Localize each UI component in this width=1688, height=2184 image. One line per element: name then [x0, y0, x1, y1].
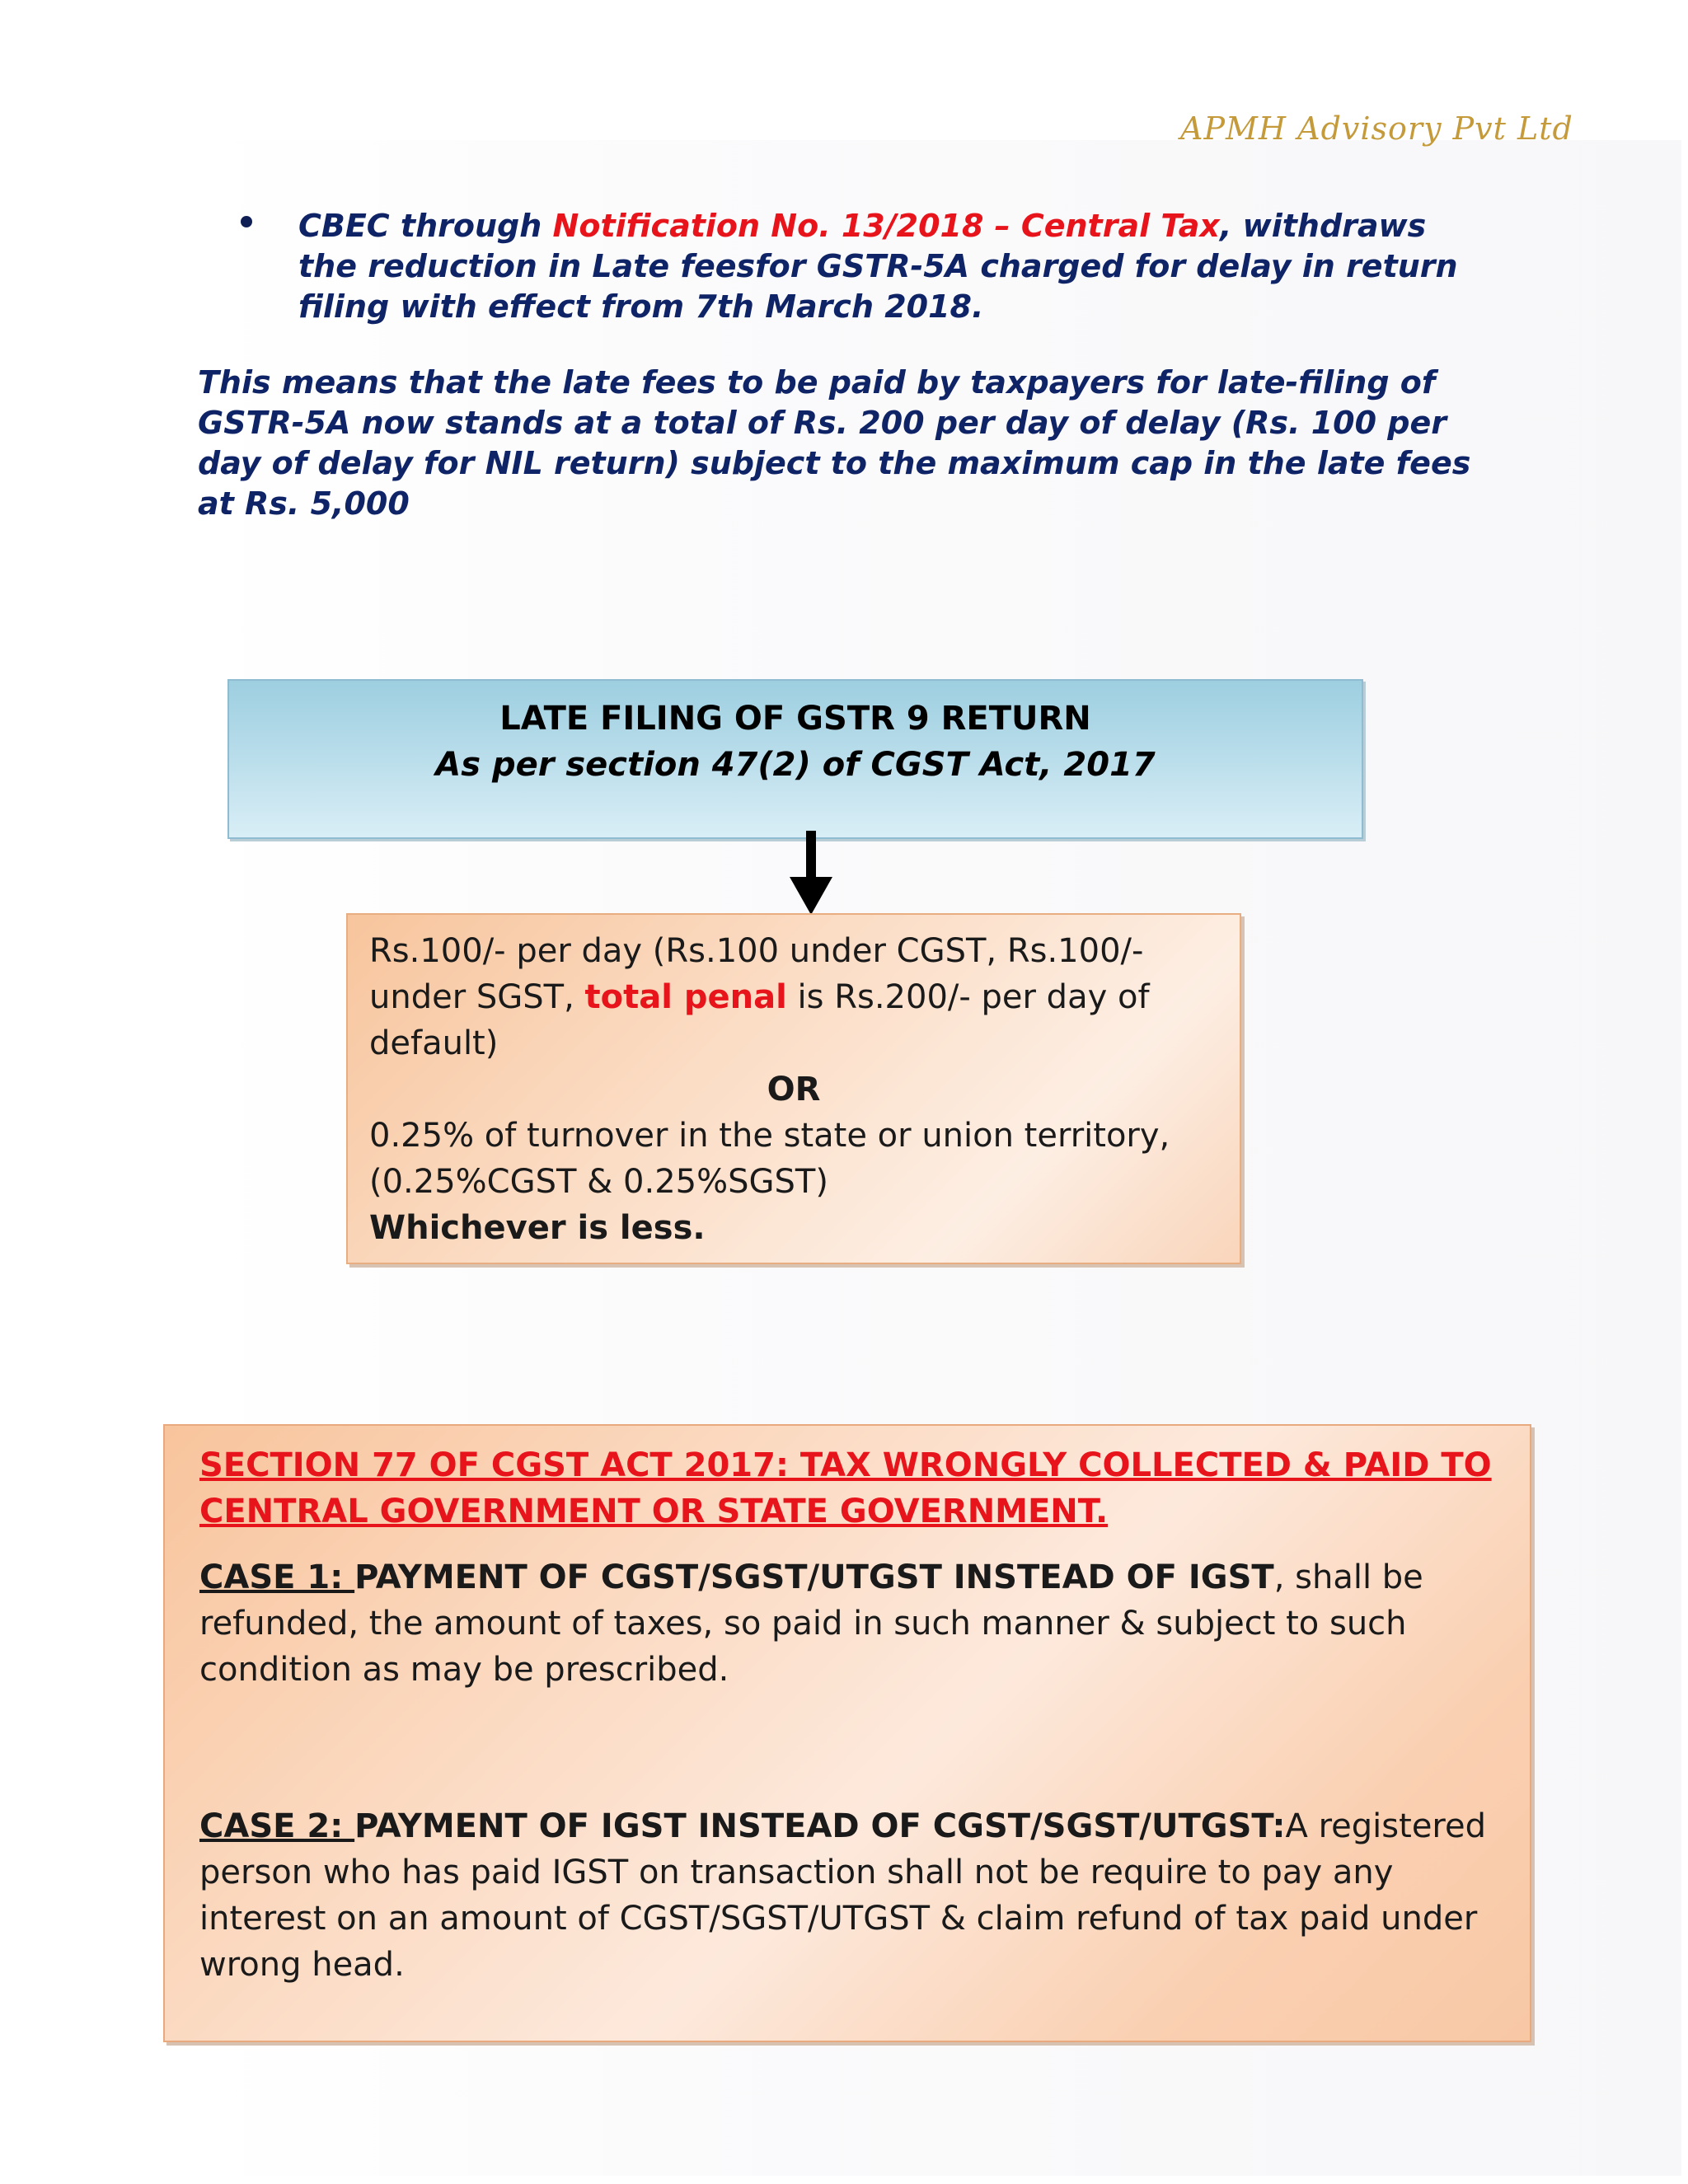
section77-title: SECTION 77 OF CGST ACT 2017: TAX WRONGLY COLLECTED & PAID TO CENTRAL GOVERNMENT OR STATE GOVERNMENT. — [199, 1446, 1492, 1530]
penalty-conclusion: Whichever is less. — [369, 1209, 706, 1247]
total-penal-highlight: total penal — [584, 978, 787, 1016]
penalty-text-end: is Rs.200/- per day of default) — [369, 978, 1150, 1062]
bullet-comma: , — [1219, 208, 1232, 244]
case1-text: , shall be refunded, the amount of taxes, so paid in such manner & subject to such condition as may be prescribed. — [199, 1558, 1423, 1689]
notification-bullet — [241, 206, 1477, 327]
case2-heading: PAYMENT OF IGST INSTEAD OF CGST/SGST/UTGST: — [354, 1807, 1286, 1845]
late-fee-paragraph: This means that the late fees to be paid by taxpayers for late-filing of GSTR-5A now stands at a total of Rs. 200 per day of delay (Rs. 100 per day of delay for NIL return) subject to the maximum cap in the late fees at Rs. 5,000 — [198, 364, 1471, 522]
case1-heading: PAYMENT OF CGST/SGST/UTGST INSTEAD OF IGST — [354, 1558, 1274, 1596]
bullet-text — [298, 206, 1477, 327]
section77-box — [163, 1424, 1531, 2042]
case2-text: A registered person who has paid IGST on transaction shall not be require to pay any interest on an amount of CGST/SGST/UTGST & claim refund of tax paid under wrong head. — [199, 1807, 1486, 1984]
notification-reference: Notification No. 13/2018 – Central Tax — [552, 208, 1220, 244]
gstr9-subtitle: As per section 47(2) of CGST Act, 2017 — [435, 746, 1156, 784]
gstr9-title: LATE FILING OF GSTR 9 RETURN — [499, 700, 1091, 738]
penalty-per-day — [369, 928, 1218, 1066]
case1-block — [199, 1554, 1495, 1693]
case2-block — [199, 1803, 1495, 1988]
gstr9-heading-box — [227, 679, 1363, 839]
penalty-box — [346, 913, 1241, 1264]
or-separator: OR — [767, 1071, 821, 1108]
case1-label: CASE 1: — [199, 1558, 355, 1596]
bullet-suffix: withdraws the reduction in Late feesfor GSTR-5A charged for delay in return filing with effect from 7th March 2018. — [298, 208, 1458, 325]
bullet-prefix: CBEC through — [298, 208, 553, 244]
company-logo: APMH Advisory Pvt Ltd — [1180, 110, 1573, 147]
case2-label: CASE 2: — [199, 1807, 355, 1845]
penalty-text-start: Rs.100/- per day (Rs.100 under CGST, Rs.100/- under SGST, — [369, 932, 1144, 1016]
bullet-icon — [241, 216, 252, 227]
down-arrow-icon — [788, 831, 834, 916]
penalty-turnover: 0.25% of turnover in the state or union territory, (0.25%CGST & 0.25%SGST) — [369, 1117, 1170, 1201]
